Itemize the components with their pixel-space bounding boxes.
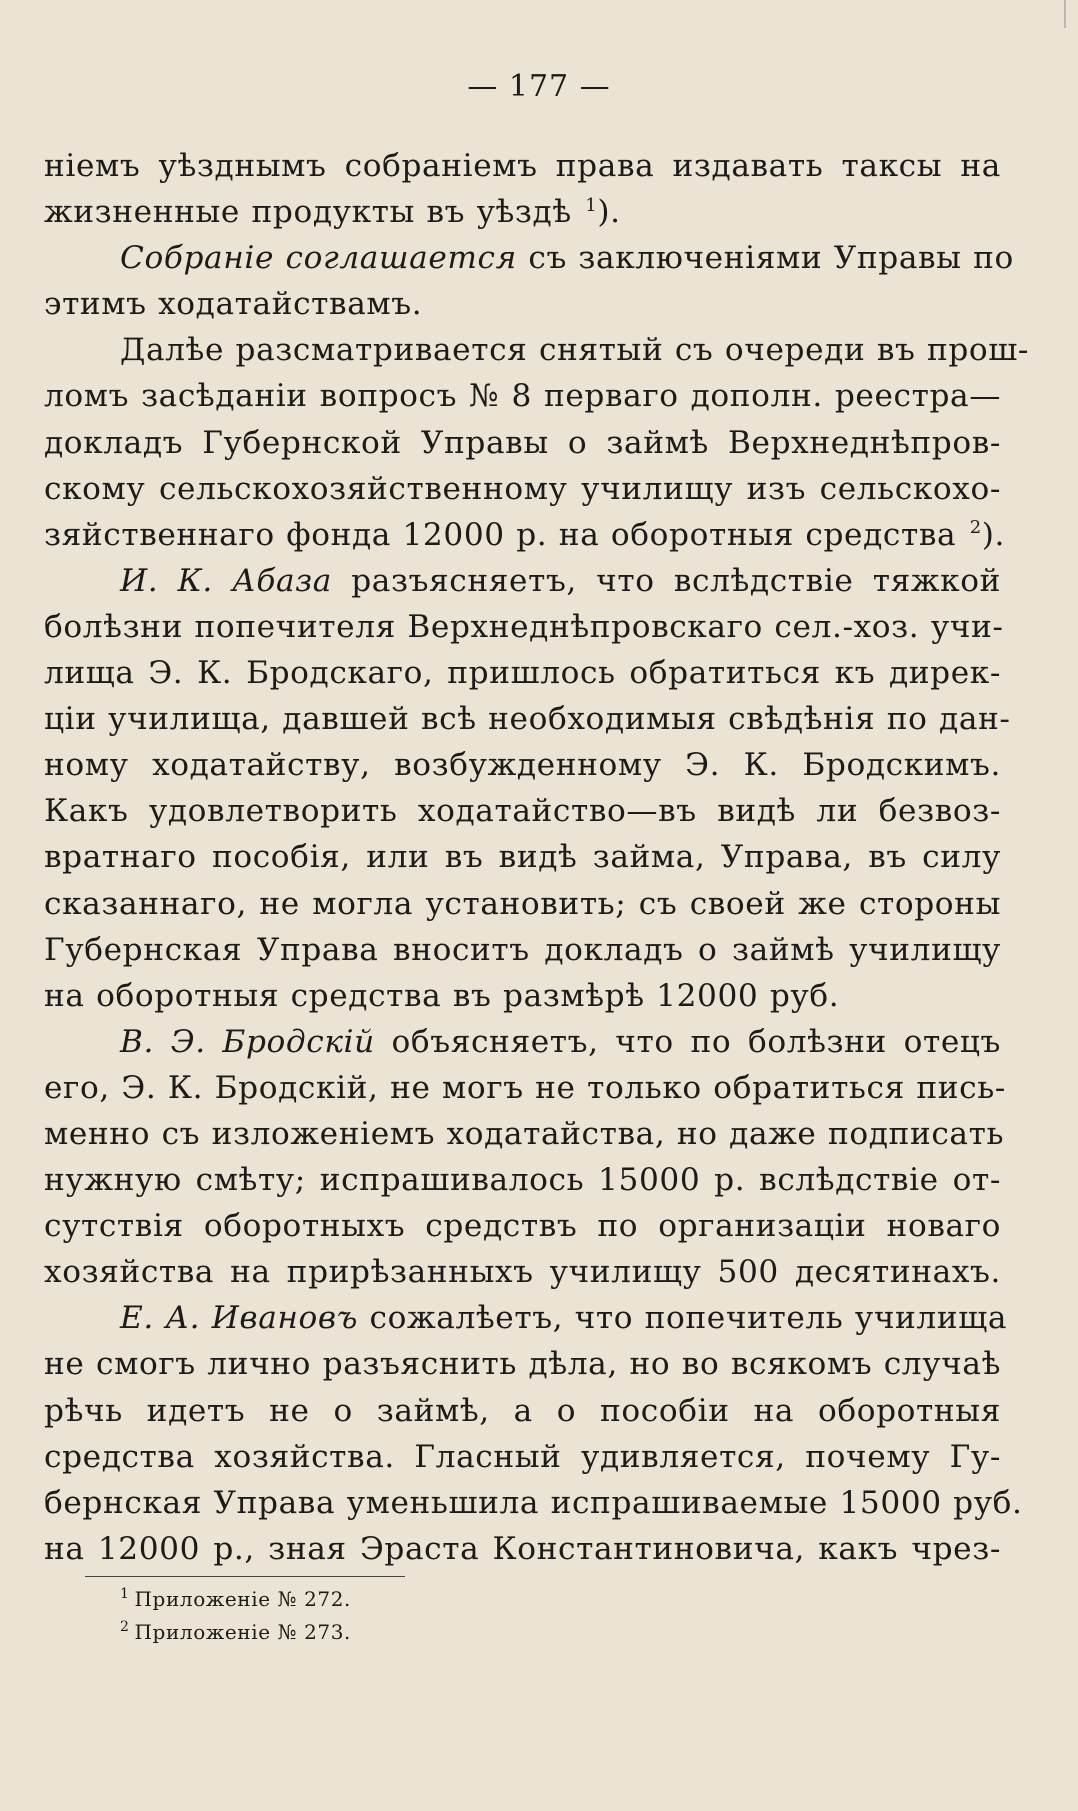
text-line: ніемъ уѣзднымъ собраніемъ права издавать таксы на: [44, 148, 1001, 184]
text-line: бернская Управа уменьшила испрашиваемые 15000 руб.: [44, 1484, 1023, 1521]
text-line: рѣчь идетъ не о займѣ, а о пособіи на оборотныя: [44, 1392, 1001, 1429]
text-line: хозяйства на прирѣзанныхъ училищу 500 десятинахъ.: [44, 1254, 1001, 1291]
text-line: сутствія оборотныхъ средствъ по организаціи новаго: [44, 1208, 1001, 1245]
text-line: Собраніе соглашается съ заключеніями Управы по: [120, 240, 1014, 277]
text-line: вратнаго пособія, или въ видѣ займа, Управа, въ силу: [44, 839, 1001, 876]
text-line: зяйственнаго фонда 12000 р. на оборотныя средства $^2$).: [44, 516, 1006, 553]
text-line: нужную смѣту; испрашивалось 15000 р. вслѣдствіе от-: [44, 1162, 1001, 1199]
protocol-text: [44, 143, 1030, 1572]
text-line: болѣзни попечителя Верхнеднѣпровскаго сел.-хоз. учи-: [44, 608, 1004, 645]
footnote-reference: 2: [969, 517, 982, 539]
text-line: Какъ удовлетворить ходатайство—въ видѣ ли безвоз-: [44, 793, 1001, 830]
text-line: не смогъ лично разъяснить дѣла, но во всякомъ случаѣ: [44, 1346, 1001, 1383]
text-line: В. Э. Бродскій объясняетъ, что по болѣзни отецъ: [120, 1023, 1001, 1060]
footnote-reference: 1: [585, 194, 598, 216]
text-line: его, Э. К. Бродскій, не могъ не только обратиться пись-: [44, 1069, 1006, 1106]
page-edge-mark: [1064, 0, 1078, 28]
text-line: Далѣе разсматривается снятый съ очереди въ прош-: [120, 332, 1030, 369]
text-line: ціи училища, давшей всѣ необходимыя свѣдѣнія по дан-: [44, 701, 1011, 738]
speaker-name: И. К. Абаза: [120, 562, 332, 599]
speaker-name: В. Э. Бродскій: [120, 1023, 375, 1060]
text-line: скому сельскохозяйственному училищу изъ сельскохо-: [44, 470, 1001, 507]
footnotes: [120, 1583, 820, 1649]
text-line: на 12000 р., зная Эраста Константиновича, какъ чрез-: [44, 1530, 1001, 1567]
text-line: лища Э. К. Бродскаго, пришлось обратиться къ дирек-: [44, 655, 1001, 692]
footnote-mark: 1: [120, 1586, 130, 1603]
text-line: жизненные продукты въ уѣздѣ $^1$).: [44, 194, 621, 231]
page-number: — 177 —: [467, 69, 611, 104]
footnote-separator: [85, 1576, 405, 1577]
text-line: Губернская Управа вноситъ докладъ о займѣ училищу: [44, 931, 1001, 968]
text-line: на оборотныя средства въ размѣрѣ 12000 руб.: [44, 977, 840, 1014]
text-line: этимъ ходатайствамъ.: [44, 286, 423, 323]
text-line: ломъ засѣданіи вопросъ № 8 перваго дополн. реестра—: [44, 378, 1001, 415]
text-line: И. К. Абаза разъясняетъ, что вслѣдствіе тяжкой: [120, 562, 1001, 599]
text-line: средства хозяйства. Гласный удивляется, почему Гу-: [44, 1438, 1001, 1475]
text-line: менно съ изложеніемъ ходатайства, но даже подписать: [44, 1115, 1005, 1152]
speaker-name: Собраніе соглашается: [120, 240, 517, 277]
text-line: докладъ Губернской Управы о займѣ Верхнеднѣпров-: [44, 424, 1001, 461]
text-line: ному ходатайству, возбужденному Э. К. Бродскимъ.: [44, 747, 1001, 784]
text-line: сказаннаго, не могла установить; съ своей же стороны: [44, 885, 1001, 922]
footnote: $^2$ Приложеніе № 273.: [120, 1619, 352, 1644]
speaker-name: Е. А. Ивановъ: [120, 1300, 359, 1337]
footnote: $^1$ Приложеніе № 272.: [120, 1586, 352, 1611]
text-line: Е. А. Ивановъ сожалѣетъ, что попечитель училища: [120, 1300, 1008, 1337]
footnote-mark: 2: [120, 1619, 130, 1636]
